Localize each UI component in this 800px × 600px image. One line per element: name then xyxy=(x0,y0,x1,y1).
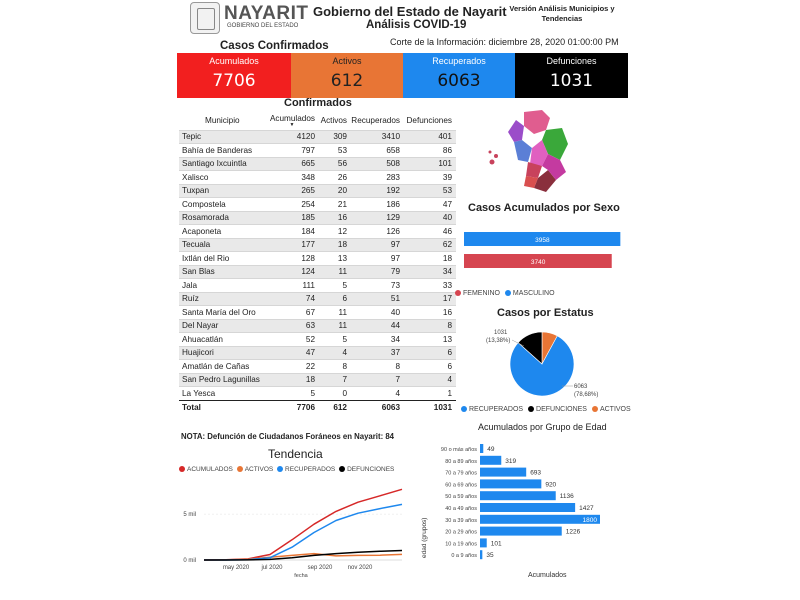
edad-bar[interactable] xyxy=(480,468,526,477)
edad-category-label: 80 a 89 años xyxy=(445,458,477,465)
edad-bar-value: 1427 xyxy=(579,505,594,512)
col-header-recuperados[interactable]: Recuperados xyxy=(351,116,400,126)
municipio-name-cell: San Blas xyxy=(179,265,269,279)
edad-bar-value: 35 xyxy=(486,552,494,560)
value-cell: 192 xyxy=(351,184,404,198)
nayarit-logo xyxy=(190,2,310,36)
kpi-card-defunciones[interactable] xyxy=(515,53,628,98)
value-cell: 5 xyxy=(269,387,319,401)
femenino-legend-dot xyxy=(455,290,461,296)
data-cutoff-label: Corte de la Información: diciembre 28, 2020 01:00:00 PM xyxy=(390,37,619,47)
edad-bar-chart xyxy=(418,440,618,582)
value-cell: 6 xyxy=(319,292,351,306)
table-row[interactable] xyxy=(179,279,456,293)
value-cell: 6063 xyxy=(351,400,404,415)
municipio-name-cell: Santa María del Oro xyxy=(179,306,269,320)
table-row[interactable] xyxy=(179,319,456,333)
table-header-row xyxy=(179,112,456,130)
trend-x-tick: nov 2020 xyxy=(347,565,373,571)
version-line-2: Tendencias xyxy=(541,14,583,23)
table-row[interactable] xyxy=(179,211,456,225)
value-cell: 37 xyxy=(351,346,404,360)
kpi-label-acumulados: Acumulados xyxy=(209,56,259,66)
map-region-northwest[interactable] xyxy=(508,120,524,142)
edad-bar[interactable] xyxy=(480,538,487,547)
table-row[interactable] xyxy=(179,292,456,306)
logo-text: NAYARIT xyxy=(224,3,309,24)
value-cell: 34 xyxy=(351,333,404,347)
value-cell: 17 xyxy=(404,292,456,306)
value-cell: 52 xyxy=(269,333,319,347)
value-cell: 20 xyxy=(319,184,351,198)
edad-category-label: 60 a 69 años xyxy=(445,482,477,489)
table-row[interactable] xyxy=(179,360,456,374)
edad-bar[interactable] xyxy=(480,503,575,512)
value-cell: 13 xyxy=(319,252,351,266)
kpi-value-acumulados: 7706 xyxy=(212,71,256,91)
edad-bar-value: 319 xyxy=(505,457,517,465)
value-cell: 11 xyxy=(319,319,351,333)
table-row[interactable] xyxy=(179,184,456,198)
estatus-pie-chart xyxy=(478,320,608,410)
value-cell: 18 xyxy=(404,252,456,266)
recuperados-trend-legend-label: RECUPERADOS xyxy=(285,466,336,473)
tendencia-line-chart xyxy=(174,478,410,582)
logo-subtext: GOBIERNO DEL ESTADO xyxy=(227,23,299,29)
value-cell: 401 xyxy=(404,130,456,144)
acumulados-legend-dot xyxy=(179,466,185,472)
defunciones-trend-legend-dot xyxy=(339,466,345,472)
municipio-name-cell: Ixtlán del Rio xyxy=(179,252,269,266)
value-cell: 797 xyxy=(269,144,319,158)
recuperados-legend-label: RECUPERADOS xyxy=(469,406,524,413)
value-cell: 4 xyxy=(351,387,404,401)
value-cell: 11 xyxy=(319,265,351,279)
version-line-1: Versión Análisis Municipios y xyxy=(509,4,615,13)
value-cell: 97 xyxy=(351,252,404,266)
value-cell: 283 xyxy=(351,171,404,185)
value-cell: 348 xyxy=(269,171,319,185)
value-cell: 18 xyxy=(319,238,351,252)
estatus-chart-title: Casos por Estatus xyxy=(497,307,594,319)
kpi-card-activos[interactable] xyxy=(291,53,403,98)
col-header-municipio[interactable]: Municipio xyxy=(205,116,240,126)
activos-legend-label: ACTIVOS xyxy=(599,406,631,413)
tendencia-legend xyxy=(179,466,394,473)
edad-category-label: 0 a 9 años xyxy=(451,553,477,560)
acumulados-legend-label: ACUMULADOS xyxy=(187,466,233,473)
table-total-row xyxy=(179,400,456,415)
edad-category-label: 10 a 19 años xyxy=(445,541,477,548)
edad-bar[interactable] xyxy=(480,550,482,559)
municipio-name-cell: Rosamorada xyxy=(179,211,269,225)
municipio-name-cell: La Yesca xyxy=(179,387,269,401)
femenino-legend-label: FEMENINO xyxy=(463,290,500,297)
municipio-name-cell: Del Nayar xyxy=(179,319,269,333)
value-cell: 6 xyxy=(404,360,456,374)
value-cell: 128 xyxy=(269,252,319,266)
activos-legend-dot xyxy=(592,406,598,412)
table-row[interactable] xyxy=(179,130,456,144)
recuperados-legend-dot xyxy=(461,406,467,412)
municipio-name-cell: Santiago Ixcuintla xyxy=(179,157,269,171)
value-cell: 74 xyxy=(269,292,319,306)
value-cell: 21 xyxy=(319,198,351,212)
map-islas-marias-2[interactable] xyxy=(494,154,498,158)
value-cell: 7 xyxy=(319,373,351,387)
edad-bar-value: 1136 xyxy=(559,493,574,501)
trend-x-tick: sep 2020 xyxy=(307,565,333,571)
municipio-name-cell: Tuxpan xyxy=(179,184,269,198)
value-cell: 5 xyxy=(319,279,351,293)
municipios-table xyxy=(179,112,456,415)
nota-foraneos: NOTA: Defunción de Ciudadanos Foráneos en Nayarit: 84 xyxy=(181,432,395,441)
value-cell: 111 xyxy=(269,279,319,293)
value-cell: 185 xyxy=(269,211,319,225)
value-cell: 126 xyxy=(351,225,404,239)
col-header-acumulados-label: Acumulados xyxy=(269,113,315,123)
value-cell: 101 xyxy=(404,157,456,171)
sexo-bar-label-femenino: 3740 xyxy=(530,259,546,266)
activos-trend-legend-dot xyxy=(237,466,243,472)
value-cell: 4120 xyxy=(269,130,319,144)
value-cell: 1 xyxy=(404,387,456,401)
pie-label-recuperados-pct: (78,68%) xyxy=(574,392,599,398)
value-cell: 13 xyxy=(404,333,456,347)
kpi-card-recuperados[interactable] xyxy=(403,53,515,98)
value-cell: 33 xyxy=(404,279,456,293)
state-seal-icon xyxy=(190,2,220,34)
trend-x-tick: may 2020 xyxy=(222,565,250,571)
table-row[interactable] xyxy=(179,198,456,212)
edad-bar[interactable] xyxy=(480,479,541,488)
table-row[interactable] xyxy=(179,171,456,185)
value-cell: 1031 xyxy=(404,400,456,415)
map-region-coast[interactable] xyxy=(514,140,532,162)
value-cell: 46 xyxy=(404,225,456,239)
value-cell: 56 xyxy=(319,157,351,171)
pie-label-defunciones-pct: (13,38%) xyxy=(486,338,511,344)
municipio-name-cell: Amatlán de Cañas xyxy=(179,360,269,374)
kpi-card-acumulados[interactable] xyxy=(177,53,291,98)
municipio-name-cell: Xalisco xyxy=(179,171,269,185)
defunciones-legend-label: DEFUNCIONES xyxy=(536,406,587,413)
table-row[interactable] xyxy=(179,333,456,347)
trend-x-axis-label: fecha xyxy=(294,573,308,579)
value-cell: 5 xyxy=(319,333,351,347)
municipio-name-cell: Ruíz xyxy=(179,292,269,306)
value-cell: 665 xyxy=(269,157,319,171)
value-cell: 186 xyxy=(351,198,404,212)
value-cell: 16 xyxy=(319,211,351,225)
value-cell: 124 xyxy=(269,265,319,279)
value-cell: 11 xyxy=(319,306,351,320)
edad-bar[interactable] xyxy=(480,527,562,536)
value-cell: 47 xyxy=(404,198,456,212)
edad-bar-value: 920 xyxy=(545,481,557,489)
kpi-value-recuperados: 6063 xyxy=(437,71,481,91)
value-cell: 658 xyxy=(351,144,404,158)
value-cell: 40 xyxy=(404,211,456,225)
edad-bar[interactable] xyxy=(480,456,501,465)
value-cell: 67 xyxy=(269,306,319,320)
municipio-name-cell: Tecuala xyxy=(179,238,269,252)
value-cell: 51 xyxy=(351,292,404,306)
table-row[interactable] xyxy=(179,157,456,171)
value-cell: 18 xyxy=(269,373,319,387)
municipio-name-cell: San Pedro Lagunillas xyxy=(179,373,269,387)
sexo-bar-label-masculino: 3958 xyxy=(535,237,550,244)
kpi-label-activos: Activos xyxy=(332,56,362,66)
trend-y-tick: 5 mil xyxy=(183,512,196,519)
table-row[interactable] xyxy=(179,306,456,320)
activos-trend-legend-label: ACTIVOS xyxy=(244,466,274,473)
value-cell: 40 xyxy=(351,306,404,320)
value-cell: 612 xyxy=(319,400,351,415)
map-islas-marias-3[interactable] xyxy=(489,151,492,154)
sexo-chart-title: Casos Acumulados por Sexo xyxy=(468,202,620,214)
table-row[interactable] xyxy=(179,387,456,401)
municipio-name-cell: Tepic xyxy=(179,130,269,144)
page-subtitle: Análisis COVID-19 xyxy=(366,19,467,31)
edad-y-axis-label: edad (grupos) xyxy=(421,517,428,558)
value-cell: 63 xyxy=(269,319,319,333)
value-cell: 8 xyxy=(351,360,404,374)
municipio-name-cell: Acaponeta xyxy=(179,225,269,239)
value-cell: 39 xyxy=(404,171,456,185)
value-cell: 47 xyxy=(269,346,319,360)
edad-category-label: 70 a 79 años xyxy=(445,470,477,477)
municipio-name-cell: Bahía de Banderas xyxy=(179,144,269,158)
edad-bar-value: 1800 xyxy=(582,516,597,524)
value-cell: 22 xyxy=(269,360,319,374)
value-cell: 86 xyxy=(404,144,456,158)
value-cell: 34 xyxy=(404,265,456,279)
value-cell: 6 xyxy=(404,346,456,360)
kpi-value-activos: 612 xyxy=(330,71,364,91)
value-cell: 53 xyxy=(404,184,456,198)
value-cell: 12 xyxy=(319,225,351,239)
trend-x-tick: jul 2020 xyxy=(261,565,283,571)
edad-bar[interactable] xyxy=(480,491,556,500)
recuperados-trend-legend-dot xyxy=(277,466,283,472)
edad-x-axis-label: Acumulados xyxy=(528,572,567,579)
value-cell: 53 xyxy=(319,144,351,158)
municipio-name-cell: Jala xyxy=(179,279,269,293)
map-islas-marias-1[interactable] xyxy=(490,160,495,165)
pie-label-defunciones-value: 1031 xyxy=(494,330,508,336)
table-row[interactable] xyxy=(179,252,456,266)
value-cell: 16 xyxy=(404,306,456,320)
table-row[interactable] xyxy=(179,144,456,158)
edad-bar[interactable] xyxy=(480,444,483,453)
municipio-name-cell: Ahuacatlán xyxy=(179,333,269,347)
masculino-legend-label: MASCULINO xyxy=(512,290,555,297)
sexo-legend xyxy=(455,290,555,297)
defunciones-legend-dot xyxy=(528,406,534,412)
col-header-activos[interactable]: Activos xyxy=(320,116,347,126)
value-cell: 8 xyxy=(404,319,456,333)
edad-category-label: 90 o más años xyxy=(440,447,477,453)
municipio-name-cell: Compostela xyxy=(179,198,269,212)
version-label xyxy=(496,4,628,24)
value-cell: 309 xyxy=(319,130,351,144)
edad-category-label: 30 a 39 años xyxy=(445,517,477,524)
kpi-label-recuperados: Recuperados xyxy=(432,56,486,66)
casos-confirmados-title: Casos Confirmados xyxy=(220,40,329,52)
defunciones-trend-legend-label: DEFUNCIONES xyxy=(347,466,395,473)
edad-category-label: 20 a 29 años xyxy=(445,529,477,536)
table-title: Confirmados xyxy=(284,97,352,109)
value-cell: 62 xyxy=(404,238,456,252)
col-header-defunciones[interactable]: Defunciones xyxy=(406,116,452,126)
value-cell: 3410 xyxy=(351,130,404,144)
col-header-acumulados[interactable] xyxy=(269,112,319,130)
edad-category-label: 40 a 49 años xyxy=(445,506,477,512)
edad-chart-title: Acumulados por Grupo de Edad xyxy=(478,422,607,432)
value-cell: 129 xyxy=(351,211,404,225)
trend-line-acumulados[interactable] xyxy=(204,489,402,560)
municipio-name-cell: Huajicori xyxy=(179,346,269,360)
value-cell: 0 xyxy=(319,387,351,401)
value-cell: 8 xyxy=(319,360,351,374)
value-cell: 4 xyxy=(404,373,456,387)
trend-y-tick: 0 mil xyxy=(183,558,196,564)
value-cell: 184 xyxy=(269,225,319,239)
value-cell: 508 xyxy=(351,157,404,171)
kpi-value-defunciones: 1031 xyxy=(549,71,594,91)
value-cell: 97 xyxy=(351,238,404,252)
value-cell: 265 xyxy=(269,184,319,198)
value-cell: 26 xyxy=(319,171,351,185)
value-cell: 73 xyxy=(351,279,404,293)
edad-bar-value: 49 xyxy=(487,446,495,453)
masculino-legend-dot xyxy=(505,290,511,296)
value-cell: 4 xyxy=(319,346,351,360)
value-cell: 7 xyxy=(351,373,404,387)
tendencia-chart-title: Tendencia xyxy=(268,447,323,461)
value-cell: 254 xyxy=(269,198,319,212)
table-row[interactable] xyxy=(179,346,456,360)
table-row[interactable] xyxy=(179,238,456,252)
value-cell: 7706 xyxy=(269,400,319,415)
value-cell: 79 xyxy=(351,265,404,279)
pie-label-recuperados-value: 6063 xyxy=(574,384,588,390)
edad-bar-value: 101 xyxy=(490,540,502,548)
nayarit-map[interactable] xyxy=(486,108,616,204)
table-row[interactable] xyxy=(179,225,456,239)
kpi-label-defunciones: Defunciones xyxy=(546,56,597,66)
estatus-legend xyxy=(461,406,631,413)
value-cell: 177 xyxy=(269,238,319,252)
edad-bar-value: 693 xyxy=(530,469,542,477)
page-title: Gobierno del Estado de Nayarit xyxy=(313,4,507,19)
edad-bar-value: 1226 xyxy=(565,528,581,536)
municipio-name-cell: Total xyxy=(179,400,269,415)
sort-desc-icon: ▼ xyxy=(289,121,295,128)
table-row[interactable] xyxy=(179,265,456,279)
table-row[interactable] xyxy=(179,373,456,387)
sexo-chart xyxy=(463,228,633,292)
value-cell: 44 xyxy=(351,319,404,333)
edad-category-label: 50 a 59 años xyxy=(445,494,477,501)
